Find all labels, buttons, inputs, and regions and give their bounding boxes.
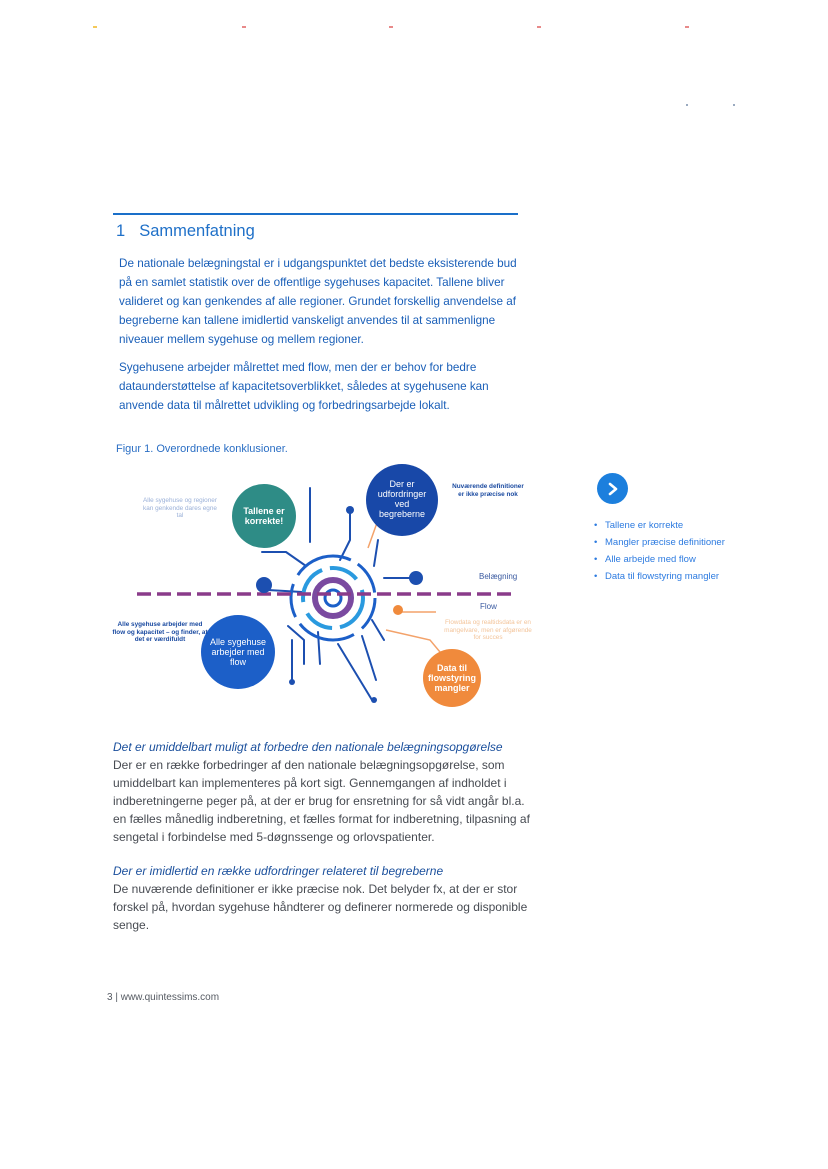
page-footer: 3 | www.quintessims.com xyxy=(107,992,220,1003)
section-heading xyxy=(116,222,255,241)
body-section xyxy=(113,738,533,846)
summary-paragraph xyxy=(119,254,529,349)
connector-line xyxy=(288,626,304,664)
scan-speck xyxy=(685,26,689,28)
body-section xyxy=(113,862,533,934)
node-dot xyxy=(346,506,354,514)
circle-label-bottom-left: Alle sygehuse arbejder med flow xyxy=(209,637,267,667)
connector-line xyxy=(268,590,302,592)
scan-speck xyxy=(733,104,735,106)
body-section-text: Der er en række forbedringer af den nationale belægningsopgørelse, som umiddelbart kan implementeres på kort sigt. Gennemgangen af indholdet i indberetningerne peger på, at der er brug for ensretning for så vidt angår bl.a. en fælles månedlig indberetning, et fælles format for indberetning, tilpasning af sengetal i forbindelse med 5-døgnssenge og orlovspatienter. xyxy=(113,758,530,844)
center-rings xyxy=(291,556,375,640)
connector-line xyxy=(340,510,350,560)
node-dot xyxy=(409,571,423,585)
note-bottom-left: Alle sygehuse arbejder med flow og kapacitet – og finder, at det er værdifuldt xyxy=(112,621,208,644)
axis-label-belaegning: Belægning xyxy=(479,572,518,581)
chevron-right-icon-glyph xyxy=(606,482,620,496)
list-item: • Tallene er korrekte xyxy=(593,517,743,534)
node-dot xyxy=(256,577,272,593)
figure-caption: Figur 1. Overordnede konklusioner. xyxy=(116,443,288,455)
section-number: 1 xyxy=(116,222,126,240)
list-item: • Data til flowstyring mangler xyxy=(593,568,743,585)
summary-paragraph xyxy=(119,358,529,415)
section-title: Sammenfatning xyxy=(139,222,255,240)
section-rule xyxy=(113,213,518,215)
summary-paragraph-text: De nationale belægningstal er i udgangspunktet det bedste eksisterende bud på en samlet statistik over de offentlige sygehuses kapacitet. Tallene bliver valideret og kan genkendes af alle regioner. Grundet forskellig anvendelse af begreberne kan tallene imidlertid vanskeligt anvendes til at sammenligne niveauer mellem sygehuse og mellem regioner. xyxy=(119,257,517,346)
connector-line xyxy=(362,636,376,680)
connector-line xyxy=(374,540,378,566)
scan-speck xyxy=(93,26,97,28)
circle-label-top-left: Tallene er korrekte! xyxy=(243,506,285,526)
note-top-right: Nuværende definitioner er ikke præcise nok xyxy=(452,483,524,498)
connector-line xyxy=(262,552,306,566)
summary-paragraph-text: Sygehusene arbejder målrettet med flow, men der er behov for bedre dataunderstøttelse af kapacitetsoverblikket, således at sygehusene kan anvende data til målrettet udvikling og forbedringsarbejde lokalt. xyxy=(119,361,489,412)
node-dot xyxy=(371,697,377,703)
list-item: • Mangler præcise definitioner xyxy=(593,534,743,551)
scan-speck xyxy=(686,104,688,106)
conclusion-bullet-list xyxy=(593,517,743,585)
node-dot xyxy=(289,679,295,685)
circle-label-top-right: Der er udfordringer ved begreberne xyxy=(377,479,427,519)
body-section-text: De nuværende definitioner er ikke præcise nok. Det belyder fx, at der er stor forskel på, hvordan sygehuse håndterer og definerer normerede og disponible senge. xyxy=(113,882,528,932)
node-dot xyxy=(393,605,403,615)
scan-speck xyxy=(389,26,393,28)
body-section-lead: Der er imidlertid en række udfordringer relateret til begreberne xyxy=(113,864,444,878)
list-item: • Alle arbejde med flow xyxy=(593,551,743,568)
note-top-left: Alle sygehuse og regioner kan genkende dares egne tal xyxy=(143,497,217,520)
connector-line xyxy=(372,620,384,640)
scan-speck xyxy=(537,26,541,28)
axis-label-flow: Flow xyxy=(480,602,497,611)
note-bottom-right: Flowdata og realtidsdata er en mangelvare, men er afgørende for succes xyxy=(444,619,532,642)
inner-ring xyxy=(315,580,351,616)
scan-speck xyxy=(242,26,246,28)
circle-label-bottom-right: Data til flowstyring mangler xyxy=(427,663,476,693)
chevron-right-icon xyxy=(597,473,628,504)
body-section-lead: Det er umiddelbart muligt at forbedre den nationale belægningsopgørelse xyxy=(113,740,503,754)
